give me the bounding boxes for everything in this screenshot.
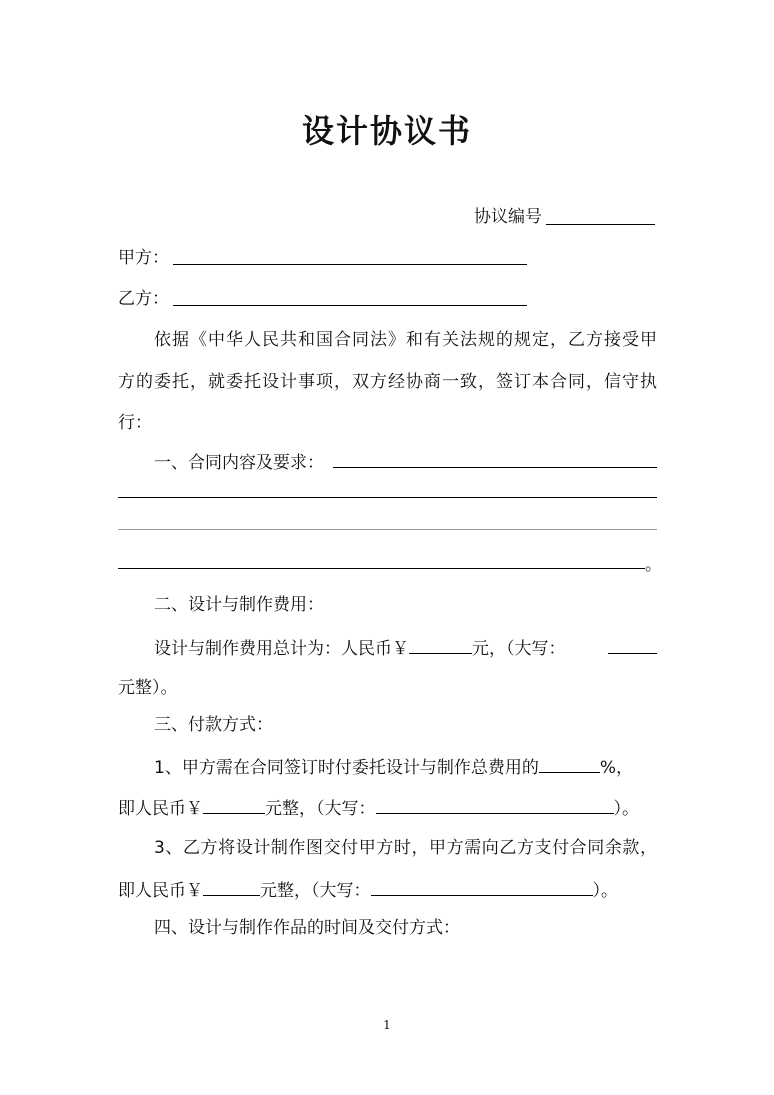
page-number: 1 (383, 1018, 391, 1032)
party-b-field[interactable] (173, 305, 527, 306)
payment-item-3-unit: 元整，（大写： (260, 881, 371, 901)
fee-end: 元整）。 (118, 678, 178, 698)
payment-item-1-text: 1、甲方需在合同签订时付委托设计与制作总费用的 (154, 758, 539, 778)
fee-capital-field[interactable] (608, 653, 657, 654)
payment-item-3-amount-field[interactable] (203, 877, 260, 896)
payment-item-1-unit: 元整，（大写： (265, 799, 376, 819)
section-1-end-mark: 。 (645, 555, 662, 575)
document-title: 设计协议书 (301, 112, 472, 150)
fee-amount-field[interactable] (409, 635, 472, 654)
payment-item-1-amount-field[interactable] (203, 795, 265, 814)
payment-item-1-line-2 (118, 795, 639, 821)
agreement-number-field[interactable] (546, 224, 655, 225)
party-a-label: 甲方： (118, 248, 169, 268)
section-1-field-line-3[interactable] (118, 529, 657, 530)
section-4-heading: 四、设计与制作作品的时间及交付方式： (154, 918, 460, 938)
intro-line-1: 依据《中华人民共和国合同法》和有关法规的规定，乙方接受甲 (154, 330, 657, 350)
intro-line-2: 方的委托，就委托设计事项，双方经协商一致，签订本合同，信守执 (118, 372, 657, 392)
section-1-field-line-2[interactable] (118, 497, 657, 498)
section-1-heading: 一、合同内容及要求： (154, 453, 324, 473)
payment-item-3-prefix: 即人民币￥ (118, 881, 203, 901)
payment-item-3-end: ）。 (592, 881, 618, 901)
party-a-field[interactable] (173, 264, 527, 265)
payment-item-3-capital-field[interactable] (371, 877, 593, 896)
payment-percent-sign: %， (599, 758, 633, 778)
intro-line-3: 行： (118, 413, 152, 433)
payment-item-3-line-2 (118, 877, 618, 903)
fee-unit: 元，（大写： (472, 639, 566, 659)
section-1-field-line-4[interactable] (118, 568, 645, 569)
fee-line (154, 635, 566, 661)
section-2-heading: 二、设计与制作费用： (154, 595, 324, 615)
payment-percent-field[interactable] (539, 754, 600, 773)
agreement-number-label: 协议编号 (474, 207, 542, 227)
payment-item-1-line-1 (154, 754, 633, 780)
fee-prefix: 设计与制作费用总计为：人民币￥ (154, 639, 409, 659)
section-1-field-line-1[interactable] (333, 467, 657, 468)
payment-item-3-line-1: 3、乙方将设计制作图交付甲方时，甲方需向乙方支付合同余款， (154, 838, 657, 858)
payment-item-1-capital-field[interactable] (376, 795, 614, 814)
party-b-label: 乙方： (118, 289, 169, 309)
payment-item-1-prefix: 即人民币￥ (118, 799, 203, 819)
payment-item-1-end: ）。 (613, 799, 639, 819)
section-3-heading: 三、付款方式： (154, 715, 273, 735)
